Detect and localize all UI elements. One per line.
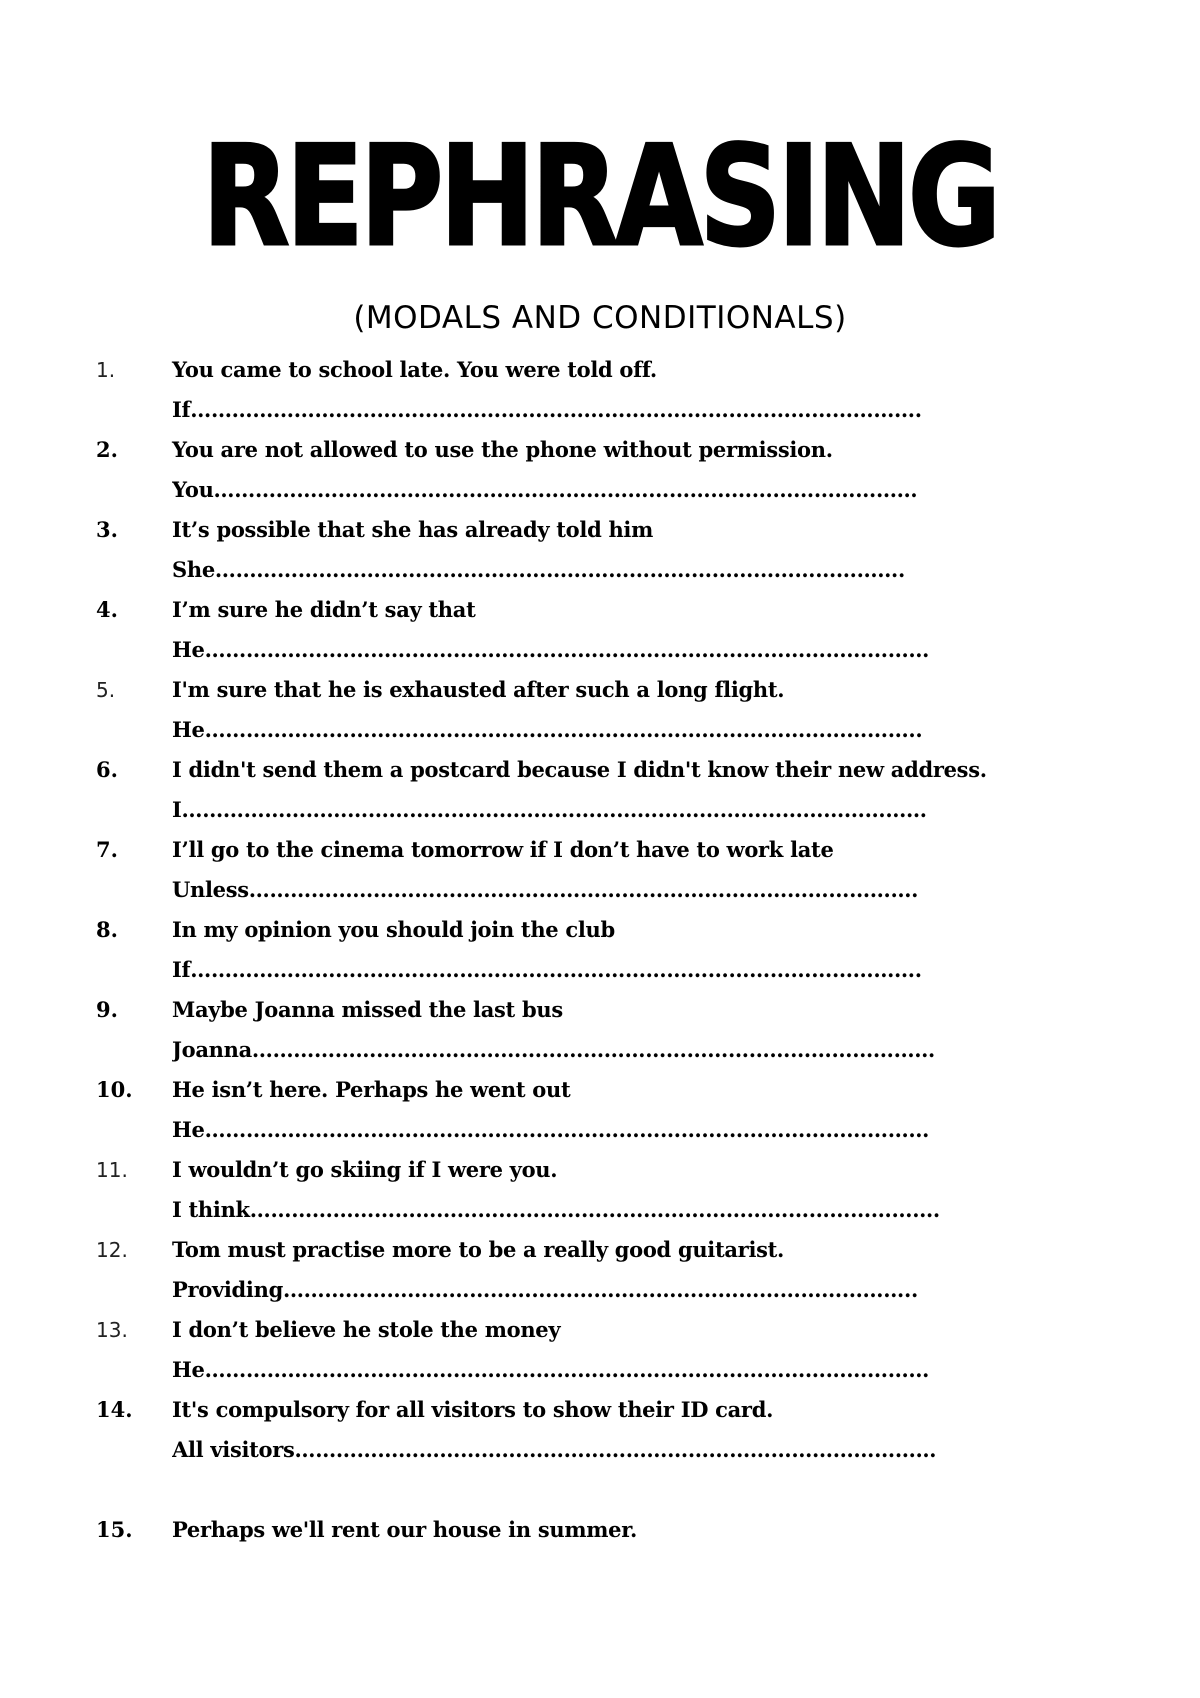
exercise-number: 7.: [96, 837, 118, 862]
answer-line[interactable]: She……………………………………………………………………………………….: [172, 557, 906, 582]
answer-row: [96, 710, 1096, 750]
exercise-item: [96, 990, 1096, 1070]
answer-line[interactable]: I think……………………………………………………………………………………….: [172, 1197, 940, 1222]
exercise-sentence: You came to school late. You were told off.: [172, 357, 657, 382]
exercise-item: [96, 670, 1096, 750]
exercise-sentence: In my opinion you should join the club: [172, 917, 615, 942]
answer-row: [96, 1110, 1096, 1150]
answer-line[interactable]: He……………………………………………………………………………………………: [172, 637, 930, 662]
exercise-number: 13.: [96, 1318, 128, 1342]
exercise-number: 11.: [96, 1158, 128, 1182]
answer-line[interactable]: Providing………………………………………………………………………………..: [172, 1277, 918, 1302]
exercise-sentence: I didn't send them a postcard because I didn't know their new address.: [172, 757, 987, 782]
exercise-prompt-row: [96, 1310, 1096, 1350]
answer-row: [96, 1350, 1096, 1390]
exercise-sentence: It’s possible that she has already told him: [172, 517, 654, 542]
answer-line[interactable]: He……………………………………………………………………………………………: [172, 1117, 930, 1142]
exercise-sentence: Maybe Joanna missed the last bus: [172, 997, 563, 1022]
exercise-prompt-row: [96, 1070, 1096, 1110]
answer-line[interactable]: Unless…………………………………………………………………………………….: [172, 877, 919, 902]
exercise-number: 4.: [96, 597, 118, 622]
answer-line[interactable]: I………………………………………………………………………………………………: [172, 797, 927, 822]
answer-row: [96, 470, 1096, 510]
exercise-sentence: Perhaps we'll rent our house in summer.: [172, 1517, 638, 1542]
answer-line[interactable]: He……………………………………………………………………………………………: [172, 1357, 930, 1382]
exercise-number: 15.: [96, 1517, 133, 1542]
answer-line[interactable]: If…………………………………………………………………………………………….: [172, 397, 922, 422]
exercise-item: [96, 1390, 1096, 1510]
answer-line[interactable]: You…………………………………………………………………………………………: [172, 477, 918, 502]
exercise-item: [96, 830, 1096, 910]
exercise-item: [96, 1310, 1096, 1390]
exercise-sentence: I wouldn’t go skiing if I were you.: [172, 1157, 558, 1182]
exercise-number: 6.: [96, 757, 118, 782]
exercise-item: [96, 350, 1096, 430]
exercise-item: [96, 510, 1096, 590]
exercise-number: 2.: [96, 437, 118, 462]
answer-row: [96, 1430, 1096, 1470]
answer-row: [96, 1030, 1096, 1070]
exercise-number: 14.: [96, 1397, 133, 1422]
exercise-prompt-row: [96, 750, 1096, 790]
exercise-sentence: He isn’t here. Perhaps he went out: [172, 1077, 571, 1102]
answer-row: [96, 1270, 1096, 1310]
exercise-item: [96, 1070, 1096, 1150]
exercise-sentence: I’m sure he didn’t say that: [172, 597, 476, 622]
spacer: [96, 1470, 1096, 1510]
exercise-prompt-row: [96, 590, 1096, 630]
exercise-prompt-row: [96, 430, 1096, 470]
answer-line[interactable]: He…………………………………………………………………………………………..: [172, 717, 923, 742]
exercise-number: 9.: [96, 997, 118, 1022]
answer-row: [96, 550, 1096, 590]
exercise-sentence: I'm sure that he is exhausted after such a long flight.: [172, 677, 785, 702]
exercise-item: [96, 1230, 1096, 1310]
answer-row: [96, 790, 1096, 830]
exercise-list: [96, 350, 1096, 1550]
answer-row: [96, 1190, 1096, 1230]
exercise-prompt-row: [96, 1150, 1096, 1190]
exercise-item: [96, 1150, 1096, 1230]
exercise-number: 1.: [96, 358, 116, 382]
answer-line[interactable]: If…………………………………………………………………………………………….: [172, 957, 922, 982]
exercise-prompt-row: [96, 1390, 1096, 1430]
answer-row: [96, 390, 1096, 430]
page-subtitle: (MODALS AND CONDITIONALS): [353, 300, 847, 336]
exercise-number: 12.: [96, 1238, 128, 1262]
exercise-sentence: I’ll go to the cinema tomorrow if I don’t have to work late: [172, 837, 834, 862]
answer-line[interactable]: Joanna………………………………………………………………………………………: [172, 1037, 935, 1062]
exercise-sentence: I don’t believe he stole the money: [172, 1317, 561, 1342]
answer-row: [96, 950, 1096, 990]
exercise-prompt-row: [96, 510, 1096, 550]
exercise-item: [96, 590, 1096, 670]
answer-row: [96, 630, 1096, 670]
answer-line[interactable]: All visitors…………………………………………………………………………………: [172, 1437, 937, 1462]
exercise-prompt-row: [96, 350, 1096, 390]
answer-row: [96, 870, 1096, 910]
exercise-sentence: You are not allowed to use the phone without permission.: [172, 437, 833, 462]
exercise-item: [96, 1510, 1096, 1550]
exercise-item: [96, 430, 1096, 510]
exercise-prompt-row: [96, 830, 1096, 870]
exercise-number: 3.: [96, 517, 118, 542]
exercise-prompt-row: [96, 1510, 1096, 1550]
exercise-sentence: Tom must practise more to be a really good guitarist.: [172, 1237, 785, 1262]
page-title: REPHRASING: [202, 116, 998, 277]
exercise-prompt-row: [96, 990, 1096, 1030]
exercise-number: 5.: [96, 678, 116, 702]
exercise-prompt-row: [96, 670, 1096, 710]
exercise-item: [96, 750, 1096, 830]
exercise-item: [96, 910, 1096, 990]
exercise-prompt-row: [96, 910, 1096, 950]
exercise-number: 10.: [96, 1077, 133, 1102]
exercise-number: 8.: [96, 917, 118, 942]
exercise-sentence: It's compulsory for all visitors to show their ID card.: [172, 1397, 774, 1422]
exercise-prompt-row: [96, 1230, 1096, 1270]
